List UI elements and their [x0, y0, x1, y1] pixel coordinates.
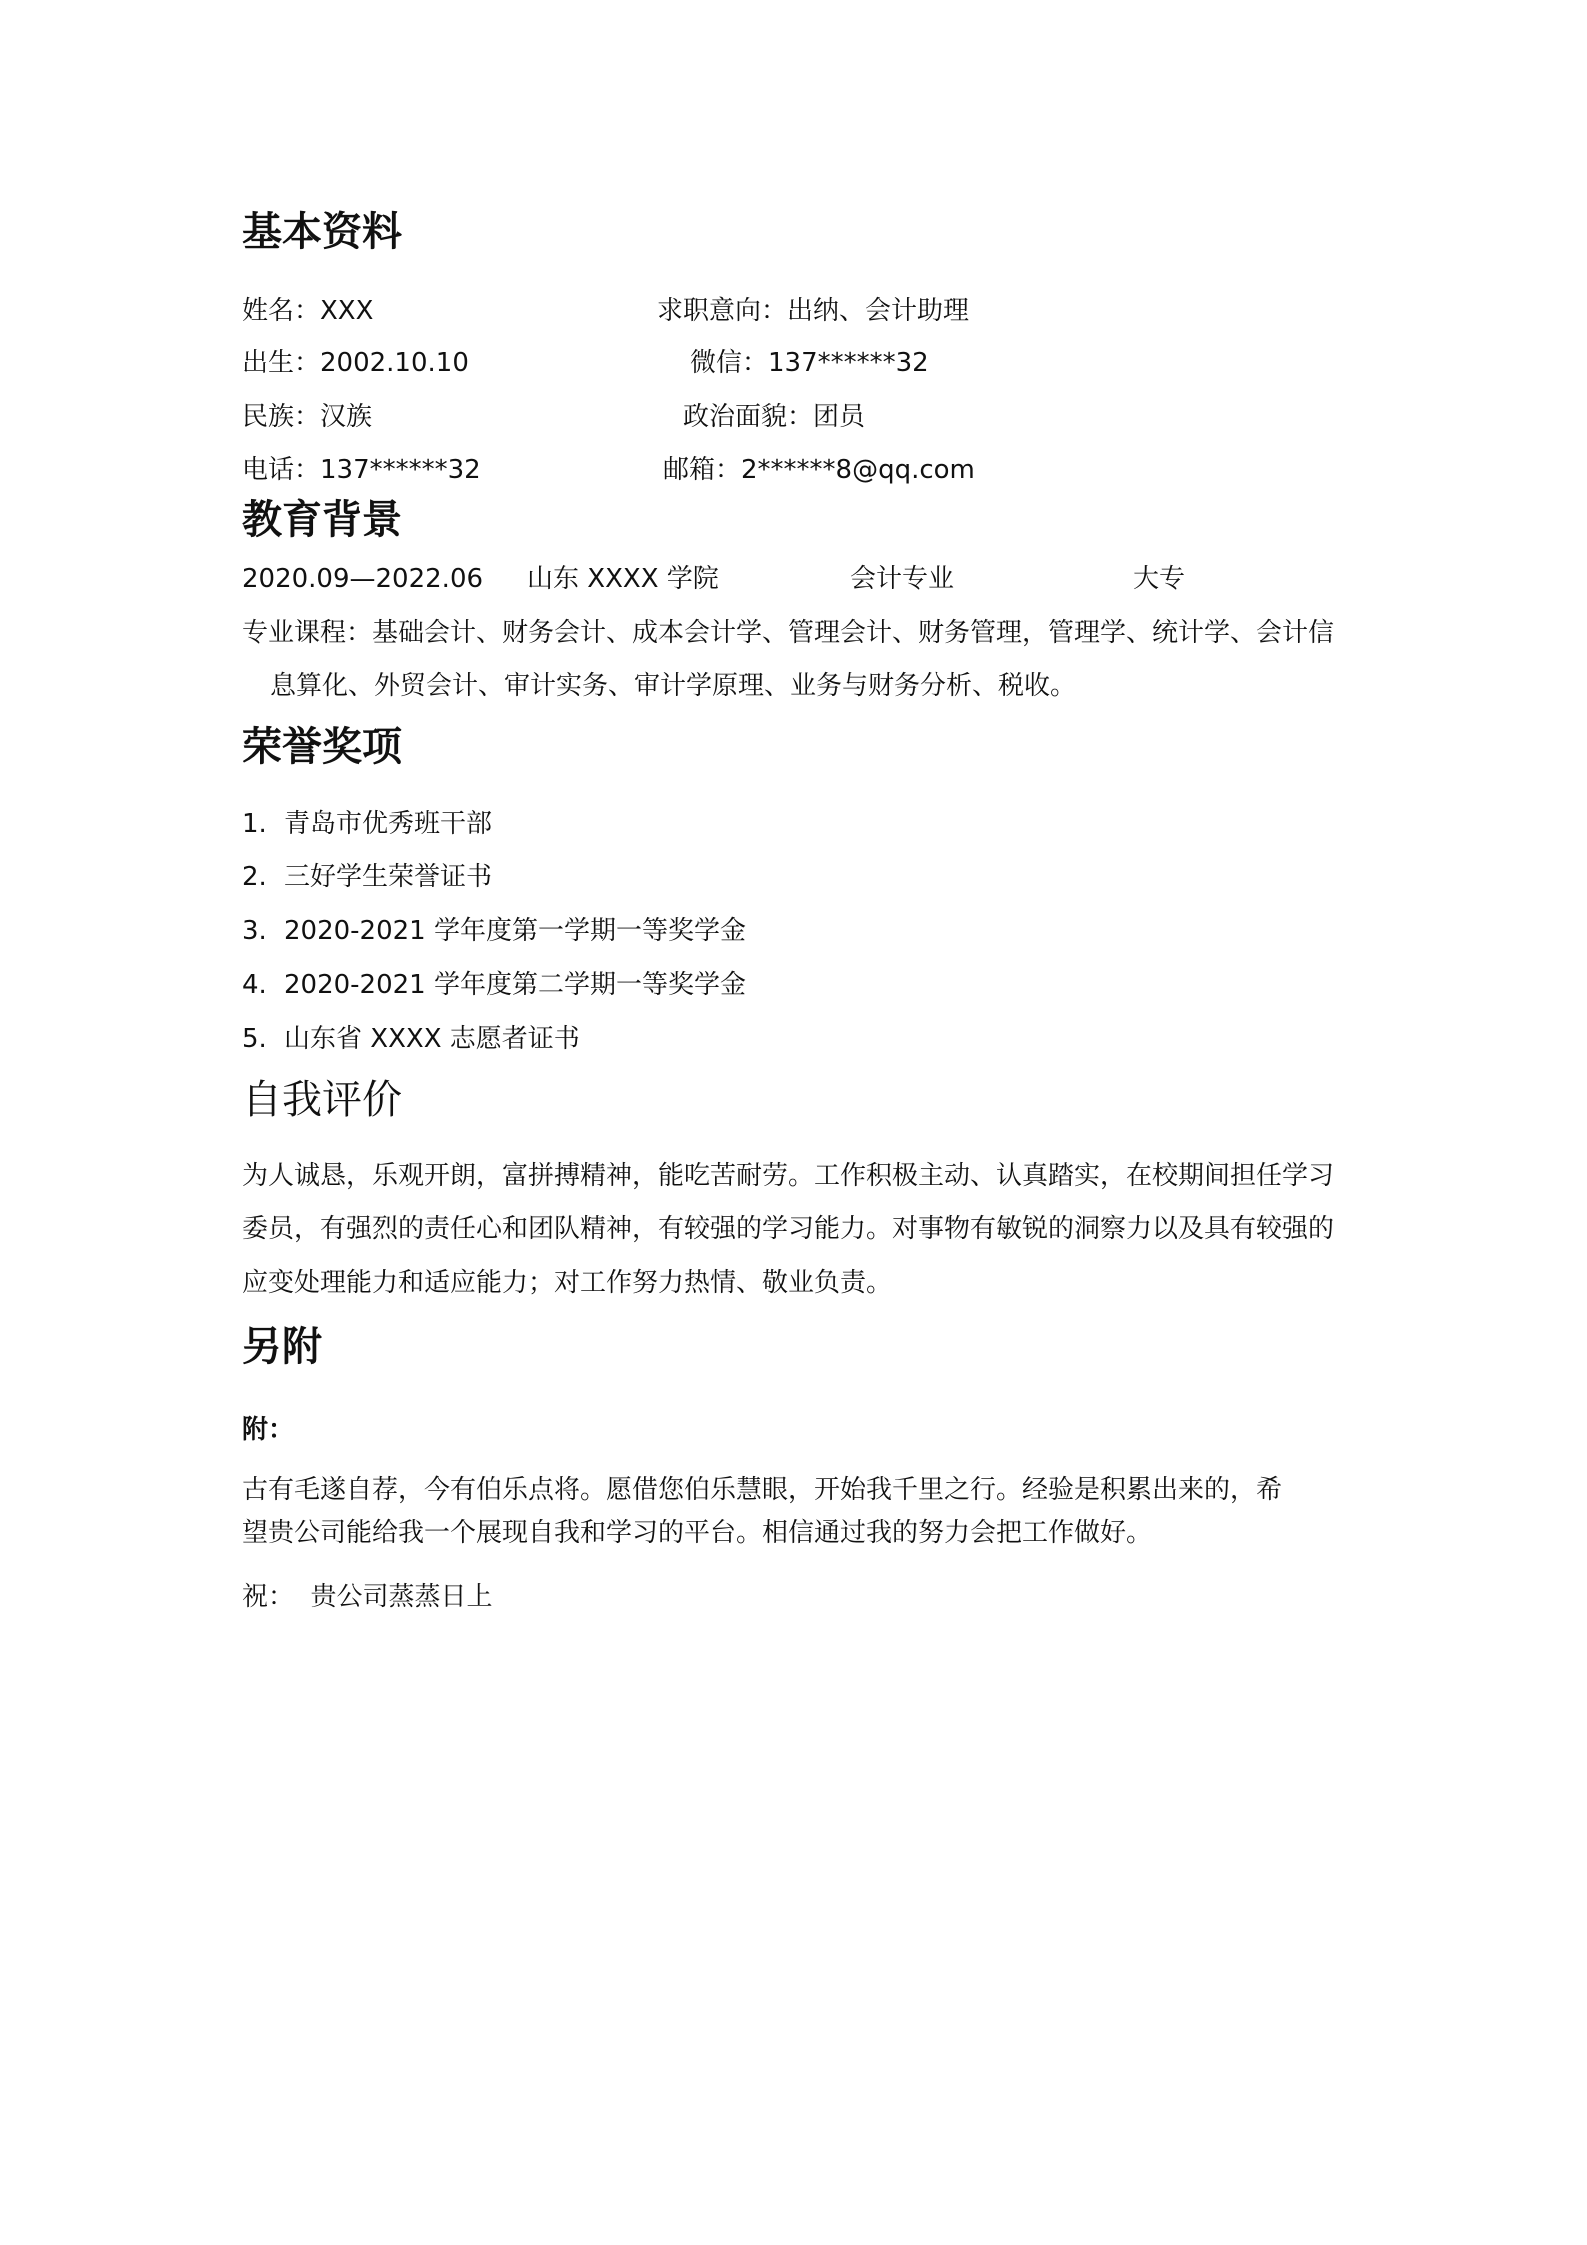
honor-number: 4. [242, 970, 267, 1000]
honor-number: 2. [242, 862, 267, 892]
honor-number: 5. [242, 1024, 267, 1054]
job-intent-field: 求职意向：出纳、会计助理 [657, 296, 970, 326]
section-heading-self-evaluation: 自我评价 [242, 1077, 402, 1123]
section-heading-honors: 荣誉奖项 [242, 724, 402, 770]
honor-text: 山东省 XXXX 志愿者证书 [284, 1024, 580, 1054]
ethnicity-field: 民族：汉族 [242, 402, 373, 432]
honor-text: 青岛市优秀班干部 [284, 809, 493, 839]
section-heading-basic: 基本资料 [242, 209, 402, 255]
wechat-field: 微信：137******32 [690, 348, 929, 378]
honor-item [242, 1023, 580, 1055]
section-heading-education: 教育背景 [242, 497, 402, 543]
appendix-label: 附： [242, 1415, 295, 1445]
self-eval-line-3: 应变处理能力和适应能力；对工作努力热情、敬业负责。 [242, 1268, 893, 1298]
courses-line-1: 专业课程：基础会计、财务会计、成本会计学、管理会计、财务管理，管理学、统计学、会计信 [242, 618, 1335, 648]
self-eval-line-1: 为人诚恳，乐观开朗，富拼搏精神，能吃苦耐劳。工作积极主动、认真踏实，在校期间担任学习 [242, 1161, 1335, 1191]
honor-text: 三好学生荣誉证书 [284, 862, 493, 892]
honor-item [242, 861, 492, 893]
closing-wish: 祝： 贵公司蒸蒸日上 [242, 1582, 493, 1612]
name-field: 姓名：XXX [242, 296, 374, 326]
email-field: 邮箱：2******8@qq.com [663, 455, 975, 485]
honor-item [242, 969, 746, 1001]
phone-field: 电话：137******32 [242, 455, 481, 485]
education-degree: 大专 [1133, 564, 1186, 594]
education-school: 山东 XXXX 学院 [527, 564, 719, 594]
honor-number: 1. [242, 809, 267, 839]
birth-field: 出生：2002.10.10 [242, 348, 469, 378]
political-status-field: 政治面貌：团员 [683, 402, 866, 432]
appendix-line-1: 古有毛遂自荐，今有伯乐点将。愿借您伯乐慧眼，开始我千里之行。经验是积累出来的，希 [242, 1475, 1283, 1505]
honor-item [242, 808, 492, 840]
honor-text: 2020-2021 学年度第二学期一等奖学金 [284, 970, 746, 1000]
honor-item [242, 915, 746, 947]
courses-line-2: 息算化、外贸会计、审计实务、审计学原理、业务与财务分析、税收。 [270, 671, 1077, 701]
education-major: 会计专业 [850, 564, 955, 594]
education-period: 2020.09—2022.06 [242, 564, 484, 594]
section-heading-appendix: 另附 [242, 1324, 322, 1370]
appendix-line-2: 望贵公司能给我一个展现自我和学习的平台。相信通过我的努力会把工作做好。 [242, 1518, 1153, 1548]
honor-number: 3. [242, 916, 267, 946]
self-eval-line-2: 委员，有强烈的责任心和团队精神，有较强的学习能力。对事物有敏锐的洞察力以及具有较强的 [242, 1214, 1335, 1244]
honor-text: 2020-2021 学年度第一学期一等奖学金 [284, 916, 746, 946]
